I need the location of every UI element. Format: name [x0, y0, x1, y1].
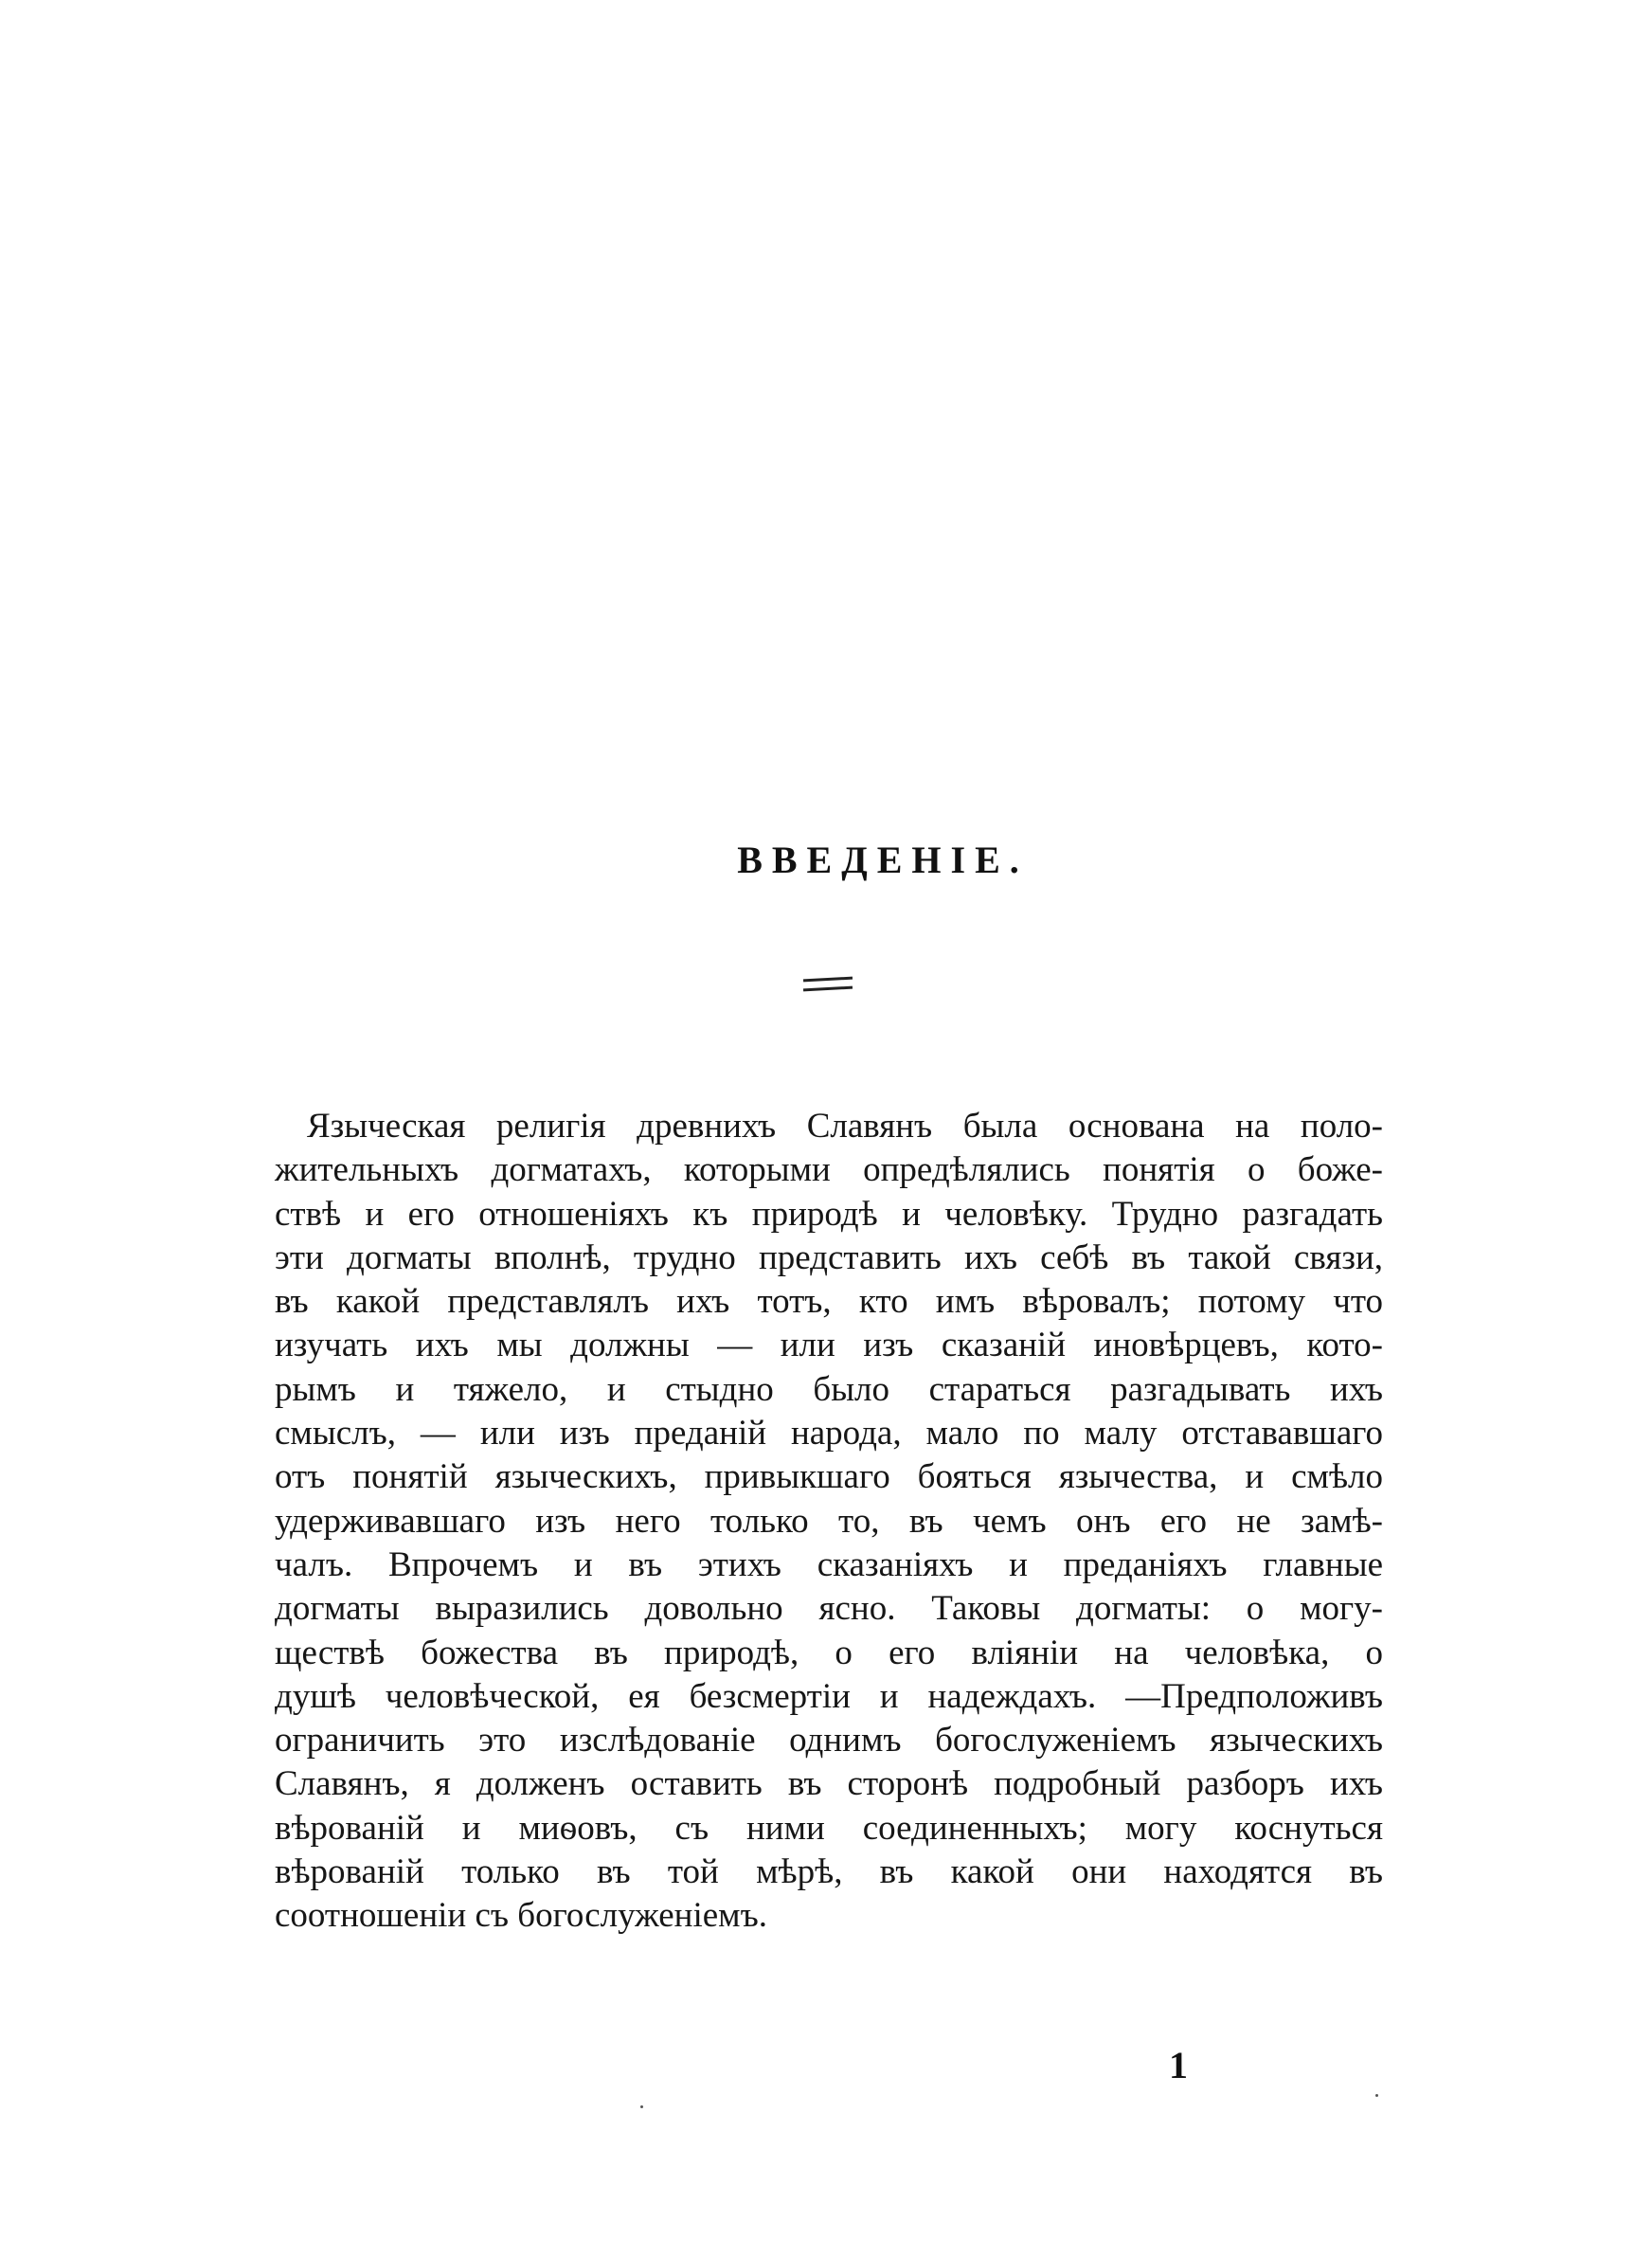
text-line: Языческая религія древнихъ Славянъ была основана на поло- — [307, 1107, 1383, 1146]
page-number: 1 — [1169, 2044, 1188, 2086]
text-line: Славянъ, я долженъ оставить въ сторонѣ подробный разборъ ихъ — [275, 1764, 1383, 1804]
text-line: ограничить это изслѣдованіе однимъ богослуженіемъ языческихъ — [275, 1721, 1383, 1760]
print-speck — [1375, 2094, 1378, 2097]
text-line: догматы выразились довольно ясно. Таковы догматы: о могу- — [275, 1589, 1383, 1629]
text-line: чалъ. Впрочемъ и въ этихъ сказаніяхъ и преданіяхъ главные — [275, 1544, 1383, 1584]
ornament-line-top — [803, 977, 853, 983]
double-rule-ornament — [803, 978, 853, 991]
text-line: ществѣ божества въ природѣ, о его вліяніи на человѣка, о — [275, 1633, 1383, 1672]
introduction-paragraph — [275, 1105, 1383, 1939]
ornament-line-bottom — [803, 986, 853, 992]
text-line: въ какой представлялъ ихъ тотъ, кто имъ вѣровалъ; потому что — [275, 1282, 1383, 1322]
text-line: отъ понятій языческихъ, привыкшаго бояться язычества, и смѣло — [275, 1457, 1383, 1497]
print-speck — [640, 2105, 643, 2108]
text-line: вѣрованій и миѳовъ, съ ними соединенныхъ; могу коснуться — [275, 1808, 1383, 1848]
text-line: соотношеніи съ богослуженіемъ. — [275, 1896, 767, 1936]
chapter-heading: ВВЕДЕНІЕ. — [737, 839, 1029, 881]
text-line: удерживавшаго изъ него только то, въ чемъ онъ его не замѣ- — [275, 1501, 1383, 1541]
text-line: жительныхъ догматахъ, которыми опредѣлялись понятія о боже- — [275, 1150, 1383, 1190]
text-line: рымъ и тяжело, и стыдно было стараться разгадывать ихъ — [275, 1369, 1383, 1409]
text-line: душѣ человѣческой, ея безсмертіи и надеждахъ. —Предположивъ — [275, 1676, 1383, 1716]
text-line: эти догматы вполнѣ, трудно представить ихъ себѣ въ такой связи, — [275, 1237, 1383, 1277]
text-line: вѣрованій только въ той мѣрѣ, въ какой они находятся въ — [275, 1852, 1383, 1892]
text-line: ствѣ и его отношеніяхъ къ природѣ и человѣку. Трудно разгадать — [275, 1194, 1383, 1234]
text-line: смыслъ, — или изъ преданій народа, мало по малу отстававшаго — [275, 1414, 1383, 1454]
text-line: изучать ихъ мы должны — или изъ сказаній иновѣрцевъ, кото- — [275, 1326, 1383, 1365]
